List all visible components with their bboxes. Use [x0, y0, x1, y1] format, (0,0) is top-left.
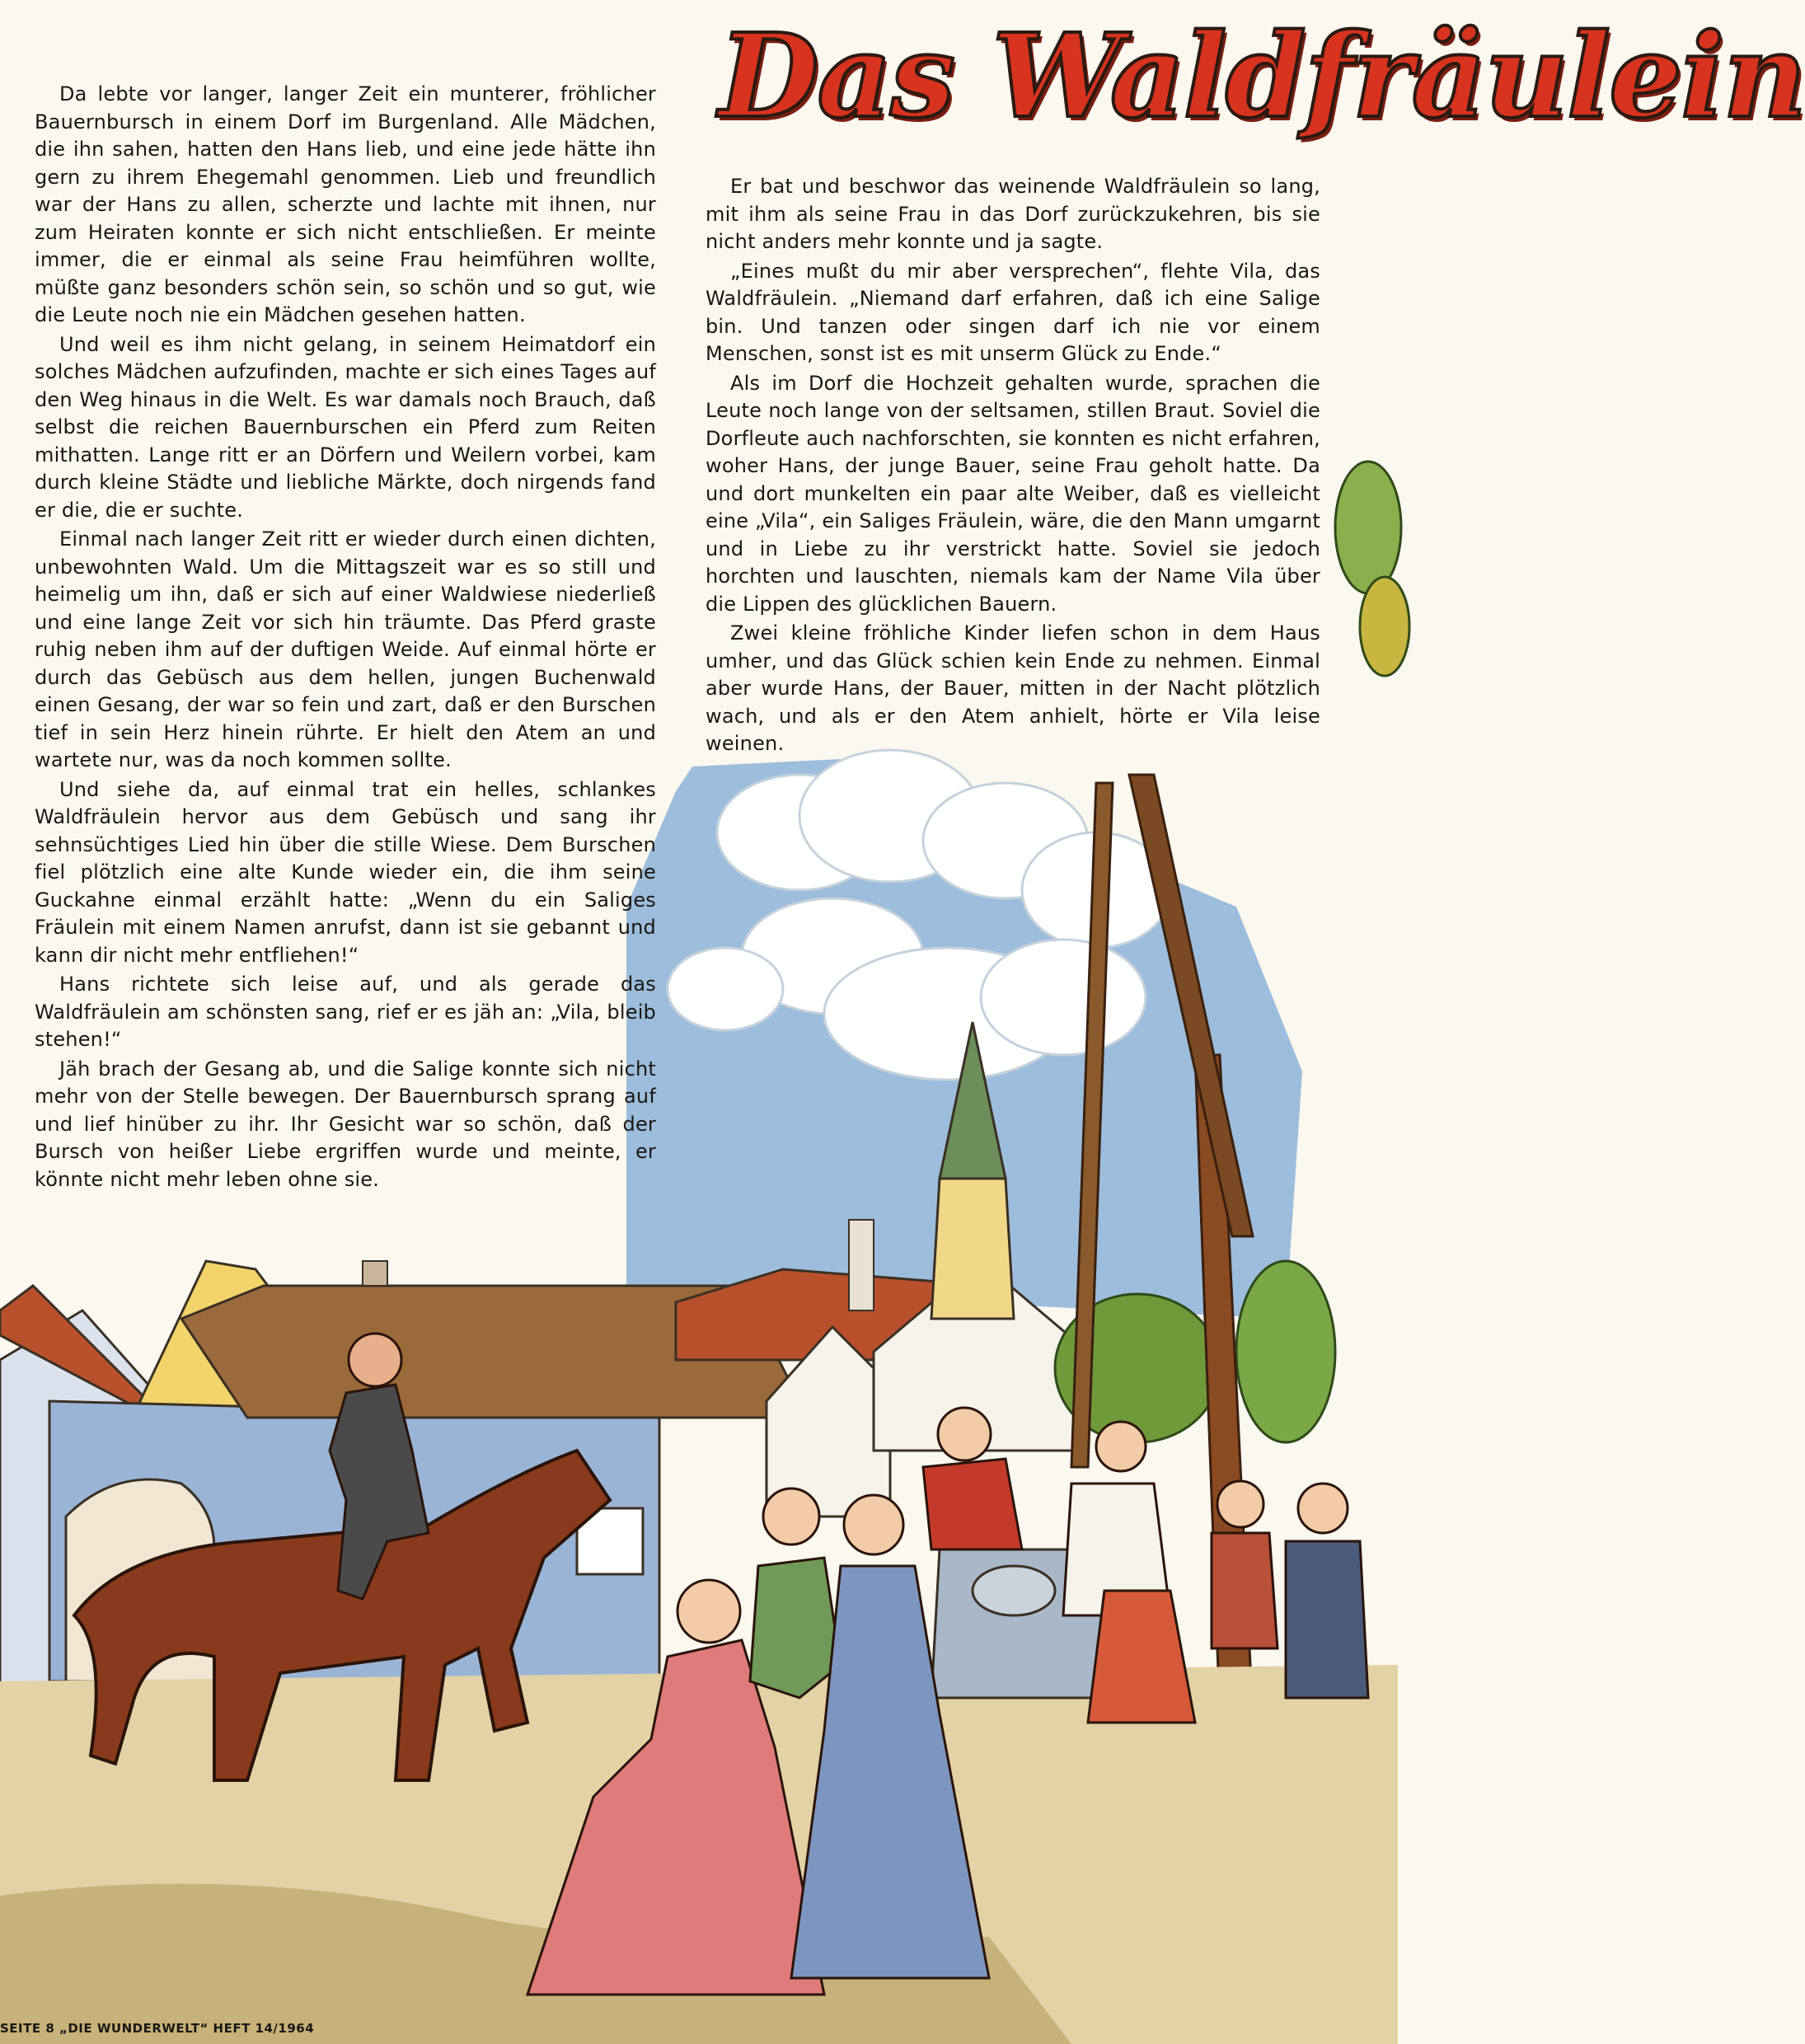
paragraph: Da lebte vor langer, langer Zeit ein munterer, fröhlicher Bauernbursch in einem Dorf im Burgenland. Alle Mädchen, die ihn sahen, hatten den Hans lieb, und eine jede hätte ihn gern zu ihrem Ehegemahl genommen. Lieb und freundlich war der Hans zu allen, scherzte und lachte mit ihnen, nur zum Heiraten konnte er sich nicht entschließen. Er meinte immer, die er einmal als seine Frau heimführen wollte, müßte ganz besonders schön sein, so schön und so gut, wie die Leute noch nie ein Mädchen gesehen hatten. — [35, 82, 656, 326]
paragraph: Und weil es ihm nicht gelang, in seinem Heimatdorf ein solches Mädchen aufzufinden, machte er sich eines Tages auf den Weg hinaus in die Welt. Es war damals noch Brauch, daß selbst die reichen Bauernburschen ein Pferd zum Reiten mithatten. Lange ritt er an Dörfern und Weilern vorbei, kam durch kleine Städte und liebliche Märkte, doch nirgends fand er die, die er suchte. — [35, 332, 656, 522]
girl-small — [1088, 1591, 1195, 1723]
paragraph: Und siehe da, auf einmal trat ein helles, schlankes Waldfräulein hervor aus dem Gebüsch und sang ihr sehnsüchtiges Lied hin über die stille Wiese. Dem Burschen fiel plötzlich eine alte Kunde wieder ein, die ihm seine Guckahne einmal erzählt hatte: „Wenn du ein Saliges Fräulein mit einem Namen anrufst, dann ist sie gebannt und kann dir nicht mehr entfliehen!“ — [35, 777, 656, 967]
story-title: Das Waldfräulein — [719, 9, 1805, 144]
tree — [1335, 462, 1401, 593]
paragraph: Zwei kleine fröhliche Kinder liefen schon in dem Haus umher, und das Glück schien kein Ende zu nehmen. Einmal aber wurde Hans, der Bauer, mitten in der Nacht plötzlich wach, und als er den Atem anhielt, hörte er Vila leise weinen. — [706, 621, 1320, 755]
text-column-right — [706, 173, 1320, 758]
girl-red-shawl — [923, 1459, 1022, 1549]
chimney-2 — [849, 1220, 874, 1310]
page-footer: SEITE 8 „DIE WUNDERWELT“ HEFT 14/1964 — [0, 2021, 315, 2036]
boy-2 — [1286, 1541, 1368, 1698]
paragraph: Als im Dorf die Hochzeit gehalten wurde, sprachen die Leute noch lange von der seltsamen, stillen Braut. Soviel die Dorfleute auch nachforschten, sie konnten es nicht erfahren, woher Hans, der junge Bauer, seine Frau geholt hatte. Da und dort munkelten ein paar alte Weiber, daß es vielleicht eine „Vila“, ein Saliges Fräulein, wäre, die den Mann umgarnt und in Liebe zu ihr verstrickt hatte. Soviel sie jedoch horchten und lauschten, niemals kam der Name Vila über die Lippen des glücklichen Bauern. — [706, 371, 1320, 616]
tree — [1360, 577, 1409, 676]
text-column-left — [35, 81, 656, 1193]
tree — [1236, 1261, 1335, 1442]
boy — [1212, 1533, 1278, 1648]
rider-head — [349, 1334, 401, 1386]
girl-green — [750, 1558, 841, 1698]
paragraph: Einmal nach langer Zeit ritt er wieder durch einen dichten, unbewohnten Wald. Um die Mittagszeit war es so still und heimelig um ihn, daß er sich auf einer Waldwiese niederließ und eine lange Zeit vor sich hin träumte. Das Pferd graste ruhig neben ihm auf der duftigen Weide. Auf einmal hörte er durch das Gebüsch aus dem hellen, jungen Buchenwald einen Gesang, der war so fein und zart, daß er den Burschen tief in sein Herz hinein rührte. Er hielt den Atem an und wartete nur, was da noch kommen sollte. — [35, 527, 656, 771]
chimney — [363, 1261, 387, 1286]
paragraph: Jäh brach der Gesang ab, und die Salige konnte sich nicht mehr von der Stelle bewegen. Der Bauernbursch sprang auf und lief hinüber zu ihr. Ihr Gesicht war so schön, daß der Bursch von heißer Liebe ergriffen wurde und meinte, er könnte nicht mehr leben ohne sie. — [35, 1057, 656, 1191]
church-tower — [931, 1179, 1014, 1319]
paragraph: „Eines mußt du mir aber versprechen“, flehte Vila, das Waldfräulein. „Niemand darf erfahren, daß ich eine Salige bin. Und tanzen oder singen darf ich nie vor einem Menschen, sonst ist es mit unserm Glück zu Ende.“ — [706, 259, 1320, 365]
paragraph: Hans richtete sich leise auf, und als gerade das Waldfräulein am schönsten sang, rief er es jäh an: „Vila, bleib stehen!“ — [35, 973, 656, 1051]
bucket — [973, 1566, 1055, 1615]
paragraph: Er bat und beschwor das weinende Waldfräulein so lang, mit ihm als seine Frau in das Dorf zurückzukehren, bis sie nicht anders mehr konnte und ja sagte. — [706, 175, 1320, 253]
